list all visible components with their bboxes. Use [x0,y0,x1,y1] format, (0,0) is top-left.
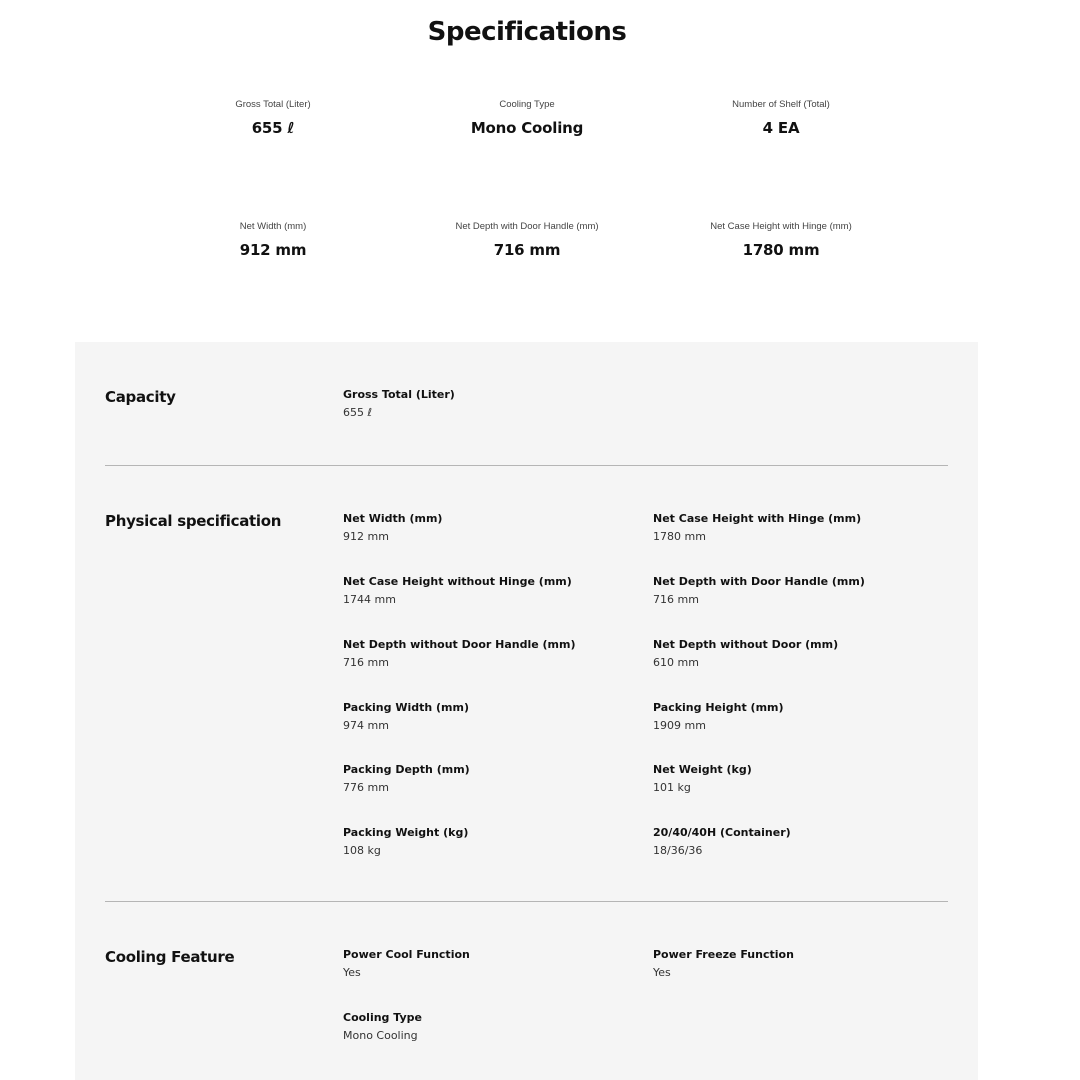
highlight-label: Cooling Type [499,99,555,110]
highlight-net-depth [400,220,654,342]
spec-name: Cooling Type [343,1011,422,1024]
spec-name: Gross Total (Liter) [343,388,455,401]
spec-value: 776 mm [343,781,389,794]
spec-value: 716 mm [653,593,699,606]
highlight-row [146,98,908,220]
spec-item [343,575,643,607]
spec-name: Packing Depth (mm) [343,763,470,776]
highlight-label: Net Depth with Door Handle (mm) [455,221,599,232]
section-title-physical: Physical specification [105,512,282,530]
spec-value: 1909 mm [653,719,706,732]
highlight-value: 4 EA [762,119,800,137]
section-title-cooling: Cooling Feature [105,948,235,966]
page-title: Specifications [427,17,627,47]
highlight-label: Net Width (mm) [239,221,307,232]
spec-value: 716 mm [343,656,389,669]
spec-item [343,948,643,980]
spec-item [343,388,643,420]
spec-name: Net Depth without Door Handle (mm) [343,638,576,651]
spec-item [343,701,643,733]
spec-panel [75,342,978,1080]
highlight-net-height [654,220,908,342]
spec-item [653,701,953,733]
spec-name: Net Depth with Door Handle (mm) [653,575,865,588]
spec-name: Net Width (mm) [343,512,443,525]
highlight-value: Mono Cooling [470,119,584,137]
spec-value: 974 mm [343,719,389,732]
spec-value: 18/36/36 [653,844,703,857]
spec-item [343,763,643,795]
spec-name: Packing Width (mm) [343,701,470,714]
spec-name: Packing Height (mm) [653,701,784,714]
spec-item [343,1011,643,1043]
spec-item [653,763,953,795]
spec-value: 655 ℓ [343,406,373,419]
spec-name: Power Cool Function [343,948,470,961]
highlight-gross-total [146,98,400,220]
section-divider [105,901,948,902]
spec-name: Net Weight (kg) [653,763,752,776]
highlight-value: 716 mm [493,241,561,259]
highlight-value: 912 mm [239,241,307,259]
spec-value: 108 kg [343,844,381,857]
spec-item [343,512,643,544]
highlight-shelf-count [654,98,908,220]
spec-value: Yes [653,966,671,979]
highlight-label: Gross Total (Liter) [235,99,311,110]
spec-item [653,638,953,670]
highlight-value: 1780 mm [742,241,820,259]
spec-value: 1780 mm [653,530,706,543]
spec-name: Power Freeze Function [653,948,794,961]
spec-name: Net Case Height with Hinge (mm) [653,512,862,525]
spec-name: 20/40/40H (Container) [653,826,791,839]
highlight-value: 655 ℓ [251,119,295,137]
highlight-row [146,220,908,342]
spec-name: Net Depth without Door (mm) [653,638,839,651]
highlight-label: Number of Shelf (Total) [732,99,830,110]
section-divider [105,465,948,466]
spec-name: Net Case Height without Hinge (mm) [343,575,572,588]
highlight-net-width [146,220,400,342]
spec-item [653,512,953,544]
section-title-capacity: Capacity [105,388,176,406]
spec-value: 610 mm [653,656,699,669]
spec-item [653,948,953,980]
highlight-cooling-type [400,98,654,220]
spec-highlights [146,98,908,342]
spec-value: 912 mm [343,530,389,543]
spec-value: 1744 mm [343,593,396,606]
highlight-label: Net Case Height with Hinge (mm) [710,221,852,232]
spec-value: 101 kg [653,781,691,794]
spec-value: Mono Cooling [343,1029,418,1042]
spec-item [653,826,953,858]
spec-item [343,826,643,858]
spec-value: Yes [343,966,361,979]
spec-item [653,575,953,607]
spec-item [343,638,643,670]
spec-name: Packing Weight (kg) [343,826,469,839]
